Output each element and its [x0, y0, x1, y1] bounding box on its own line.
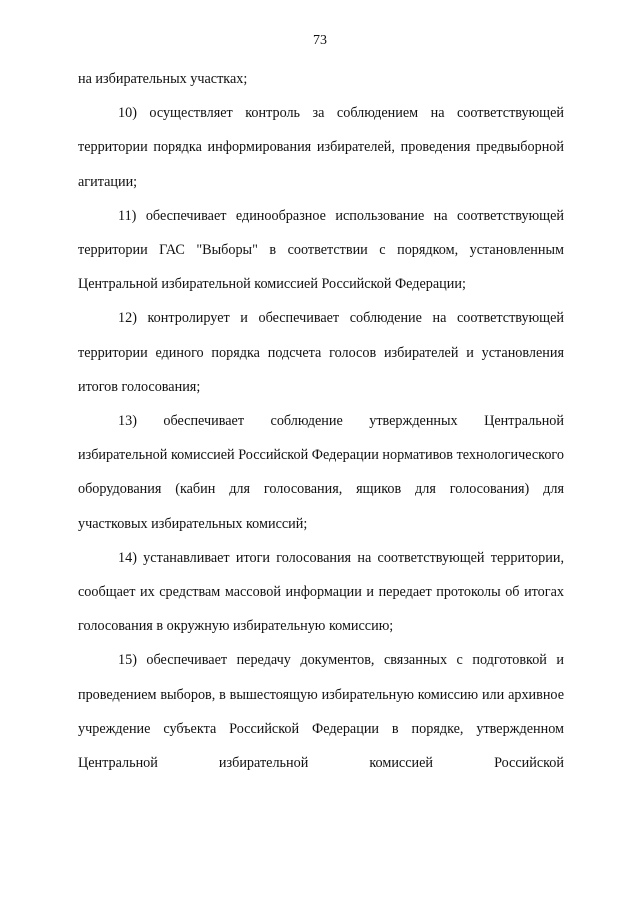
paragraph-item-13: 13) обеспечивает соблюдение утвержденных Центральной избирательной комиссией Российской Федерации нормативов технологического оборудования (кабин для голосования, ящиков для голосования) для участковых избирательных комиссий; [78, 413, 564, 532]
paragraph-continuation: на избирательных участках; [78, 71, 248, 87]
paragraph-item-10: 10) осуществляет контроль за соблюдением на соответствующей территории порядка информирования избирателей, проведения предвыборной агитации; [78, 105, 564, 190]
paragraph-item-12: 12) контролирует и обеспечивает соблюдение на соответствующей территории единого порядка подсчета голосов избирателей и установления итогов голосования; [78, 310, 564, 395]
paragraph-item-15: 15) обеспечивает передачу документов, связанных с подготовкой и проведением выборов, в вышестоящую избирательную комиссию или архивное учреждение субъекта Российской Федерации в порядке, утвержденном Центральной избирательной комиссией Российской [78, 652, 564, 772]
document-body [78, 62, 564, 780]
paragraph-item-14: 14) устанавливает итоги голосования на соответствующей территории, сообщает их средствам массовой информации и передает протоколы об итогах голосования в окружную избирательную комиссию; [78, 549, 564, 635]
paragraph-item-11: 11) обеспечивает единообразное использование на соответствующей территории ГАС "Выборы" в соответствии с порядком, установленным Центральной избирательной комиссией Российской Федерации; [78, 207, 564, 293]
page-number: 73 [313, 33, 327, 48]
